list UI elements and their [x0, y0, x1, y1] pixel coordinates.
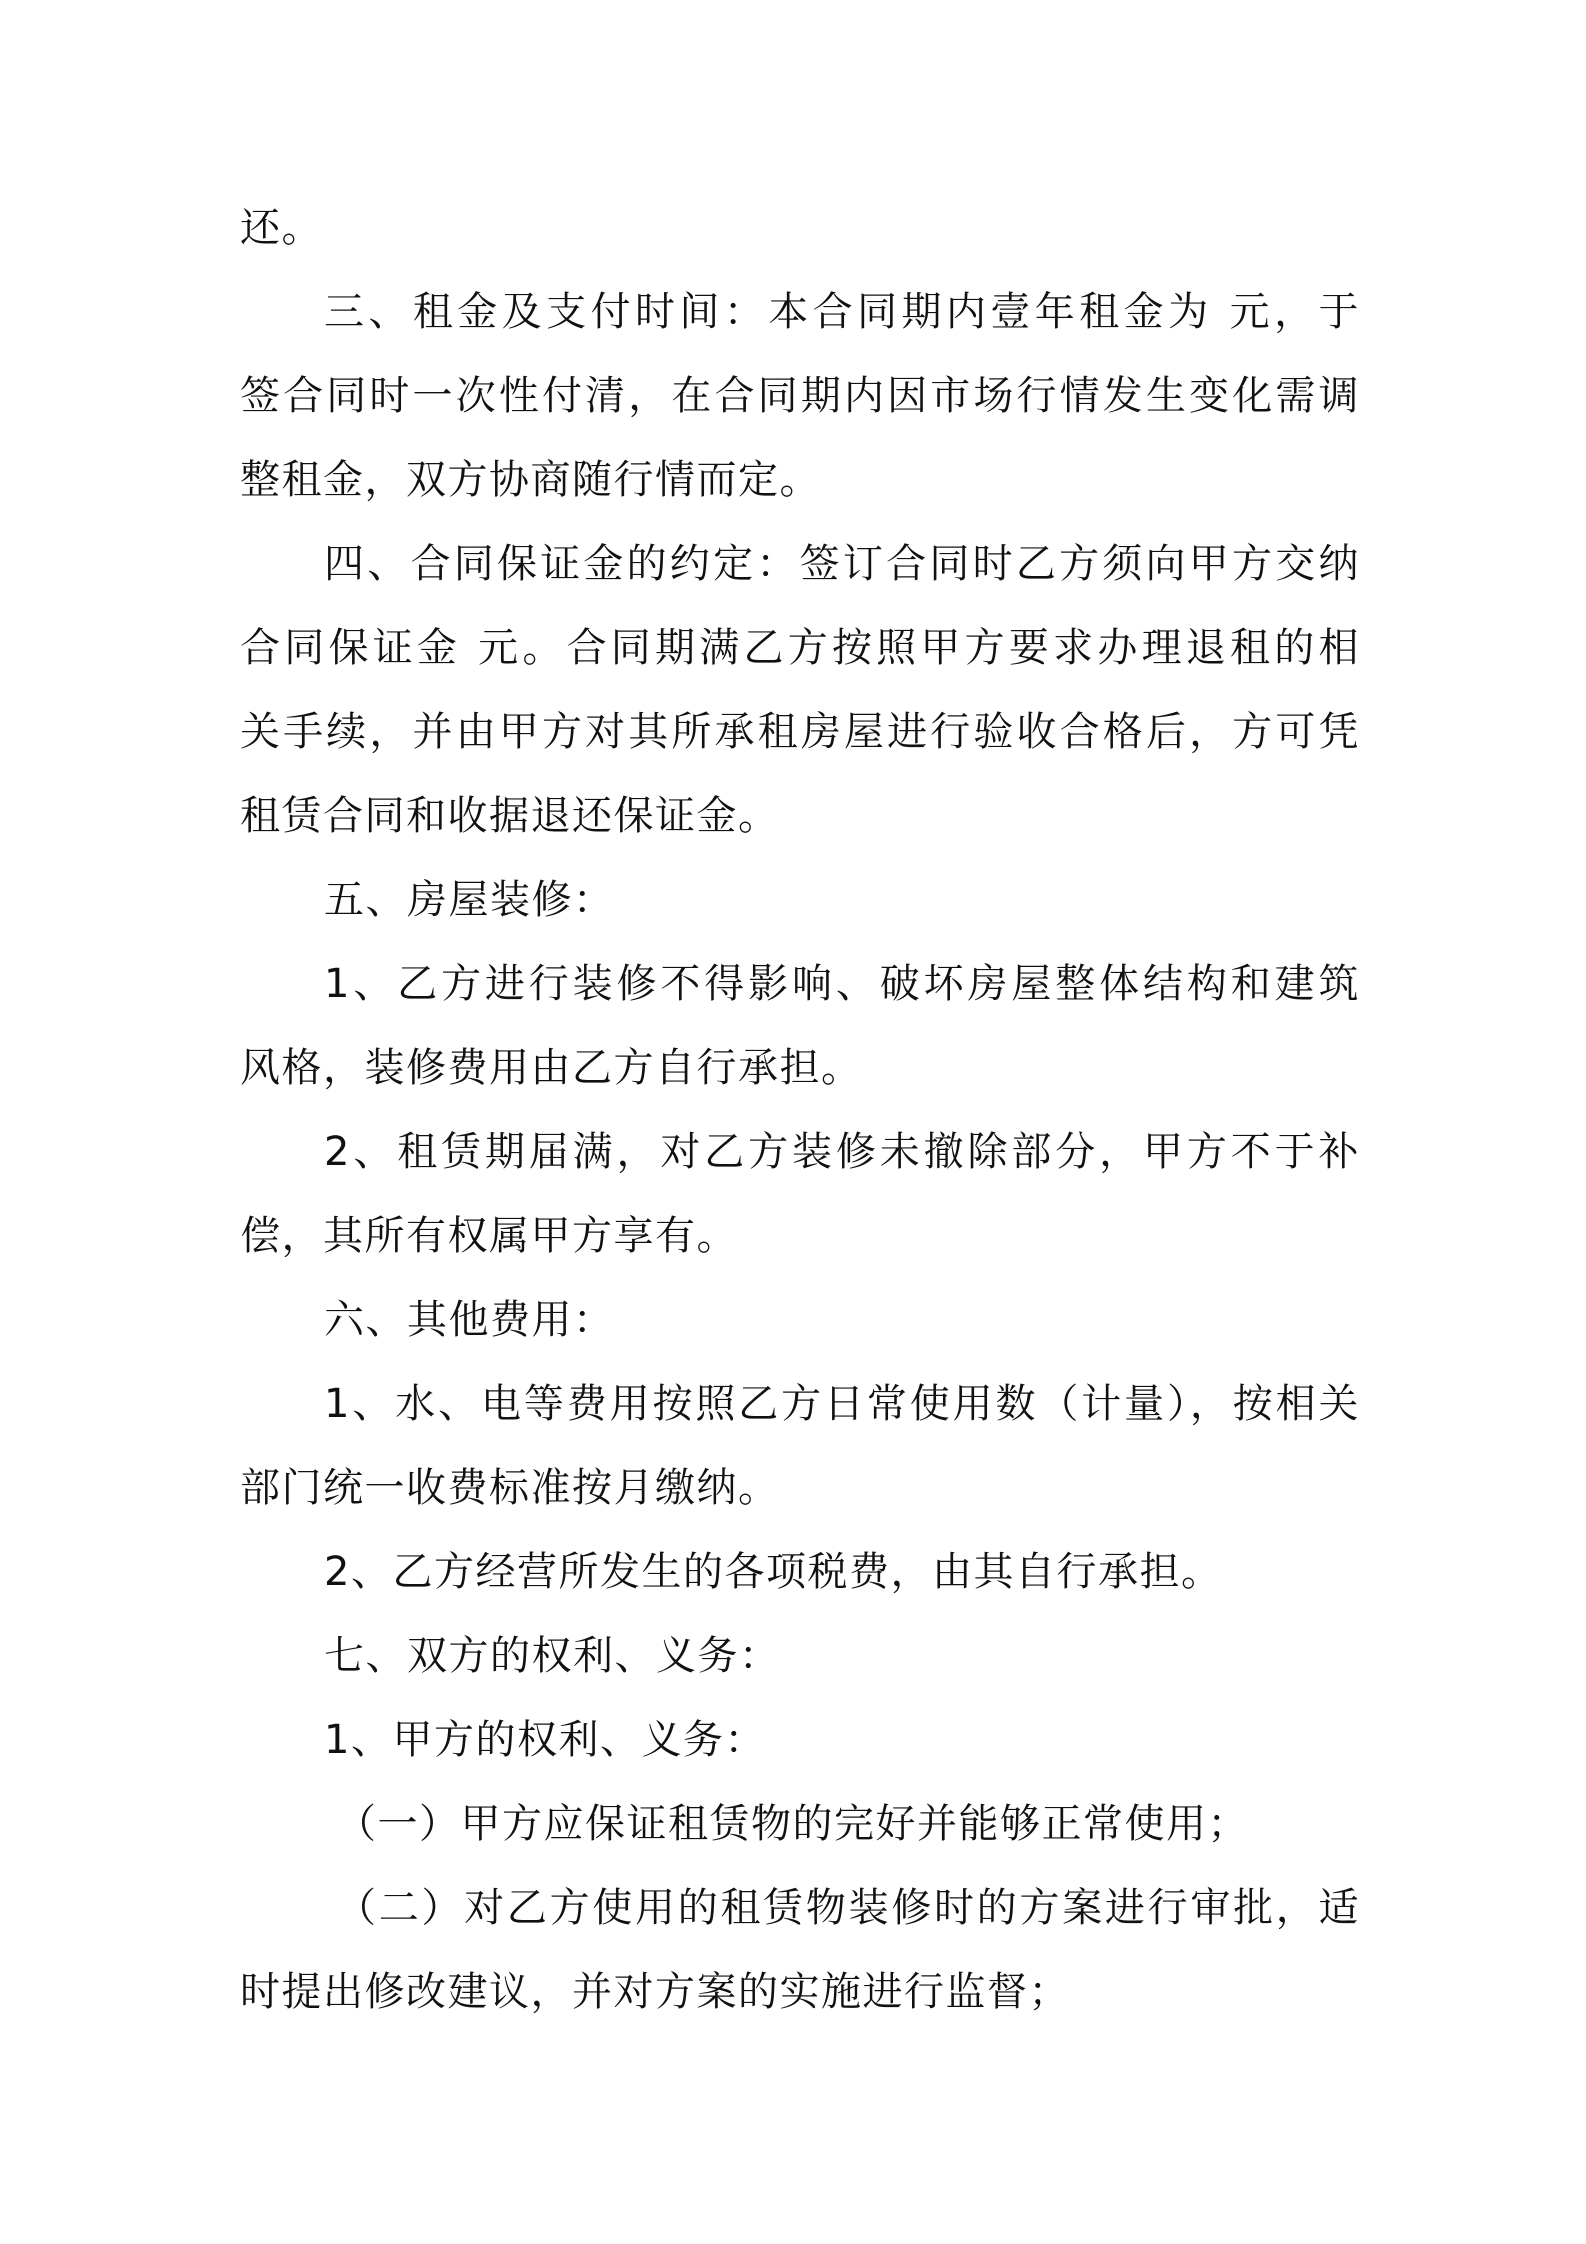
text-line: 部门统一收费标准按月缴纳。 — [240, 1465, 780, 1511]
text-line: 2、乙方经营所发生的各项税费，由其自行承担。 — [324, 1549, 1223, 1595]
text-line: 1、水、电等费用按照乙方日常使用数（计量），按相关 — [324, 1381, 1360, 1427]
text-line: 还。 — [240, 205, 323, 251]
text-line: 三、租金及支付时间：本合同期内壹年租金为 元，于 — [324, 289, 1360, 335]
section-heading: 六、其他费用： — [324, 1297, 615, 1343]
text-line: 签合同时一次性付清，在合同期内因市场行情发生变化需调 — [240, 373, 1360, 419]
text-line: 时提出修改建议，并对方案的实施进行监督； — [240, 1969, 1070, 2015]
text-line: 租赁合同和收据退还保证金。 — [240, 793, 780, 839]
text-line: 1、乙方进行装修不得影响、破坏房屋整体结构和建筑 — [324, 961, 1360, 1007]
text-line: （一）甲方应保证租赁物的完好并能够正常使用； — [336, 1801, 1249, 1847]
subsection-heading: 1、甲方的权利、义务： — [324, 1717, 766, 1763]
text-line: 整租金，双方协商随行情而定。 — [240, 457, 821, 503]
text-line: （二）对乙方使用的租赁物装修时的方案进行审批，适 — [336, 1885, 1360, 1931]
section-heading: 七、双方的权利、义务： — [324, 1633, 781, 1679]
text-line: 四、合同保证金的约定：签订合同时乙方须向甲方交纳 — [324, 541, 1360, 587]
text-line: 关手续，并由甲方对其所承租房屋进行验收合格后，方可凭 — [240, 709, 1360, 755]
section-heading: 五、房屋装修： — [324, 877, 615, 923]
text-line: 风格，装修费用由乙方自行承担。 — [240, 1045, 863, 1091]
text-line: 偿，其所有权属甲方享有。 — [240, 1213, 738, 1259]
text-line: 2、租赁期届满，对乙方装修未撤除部分，甲方不于补 — [324, 1129, 1360, 1175]
text-line: 合同保证金 元。合同期满乙方按照甲方要求办理退租的相 — [240, 625, 1360, 671]
